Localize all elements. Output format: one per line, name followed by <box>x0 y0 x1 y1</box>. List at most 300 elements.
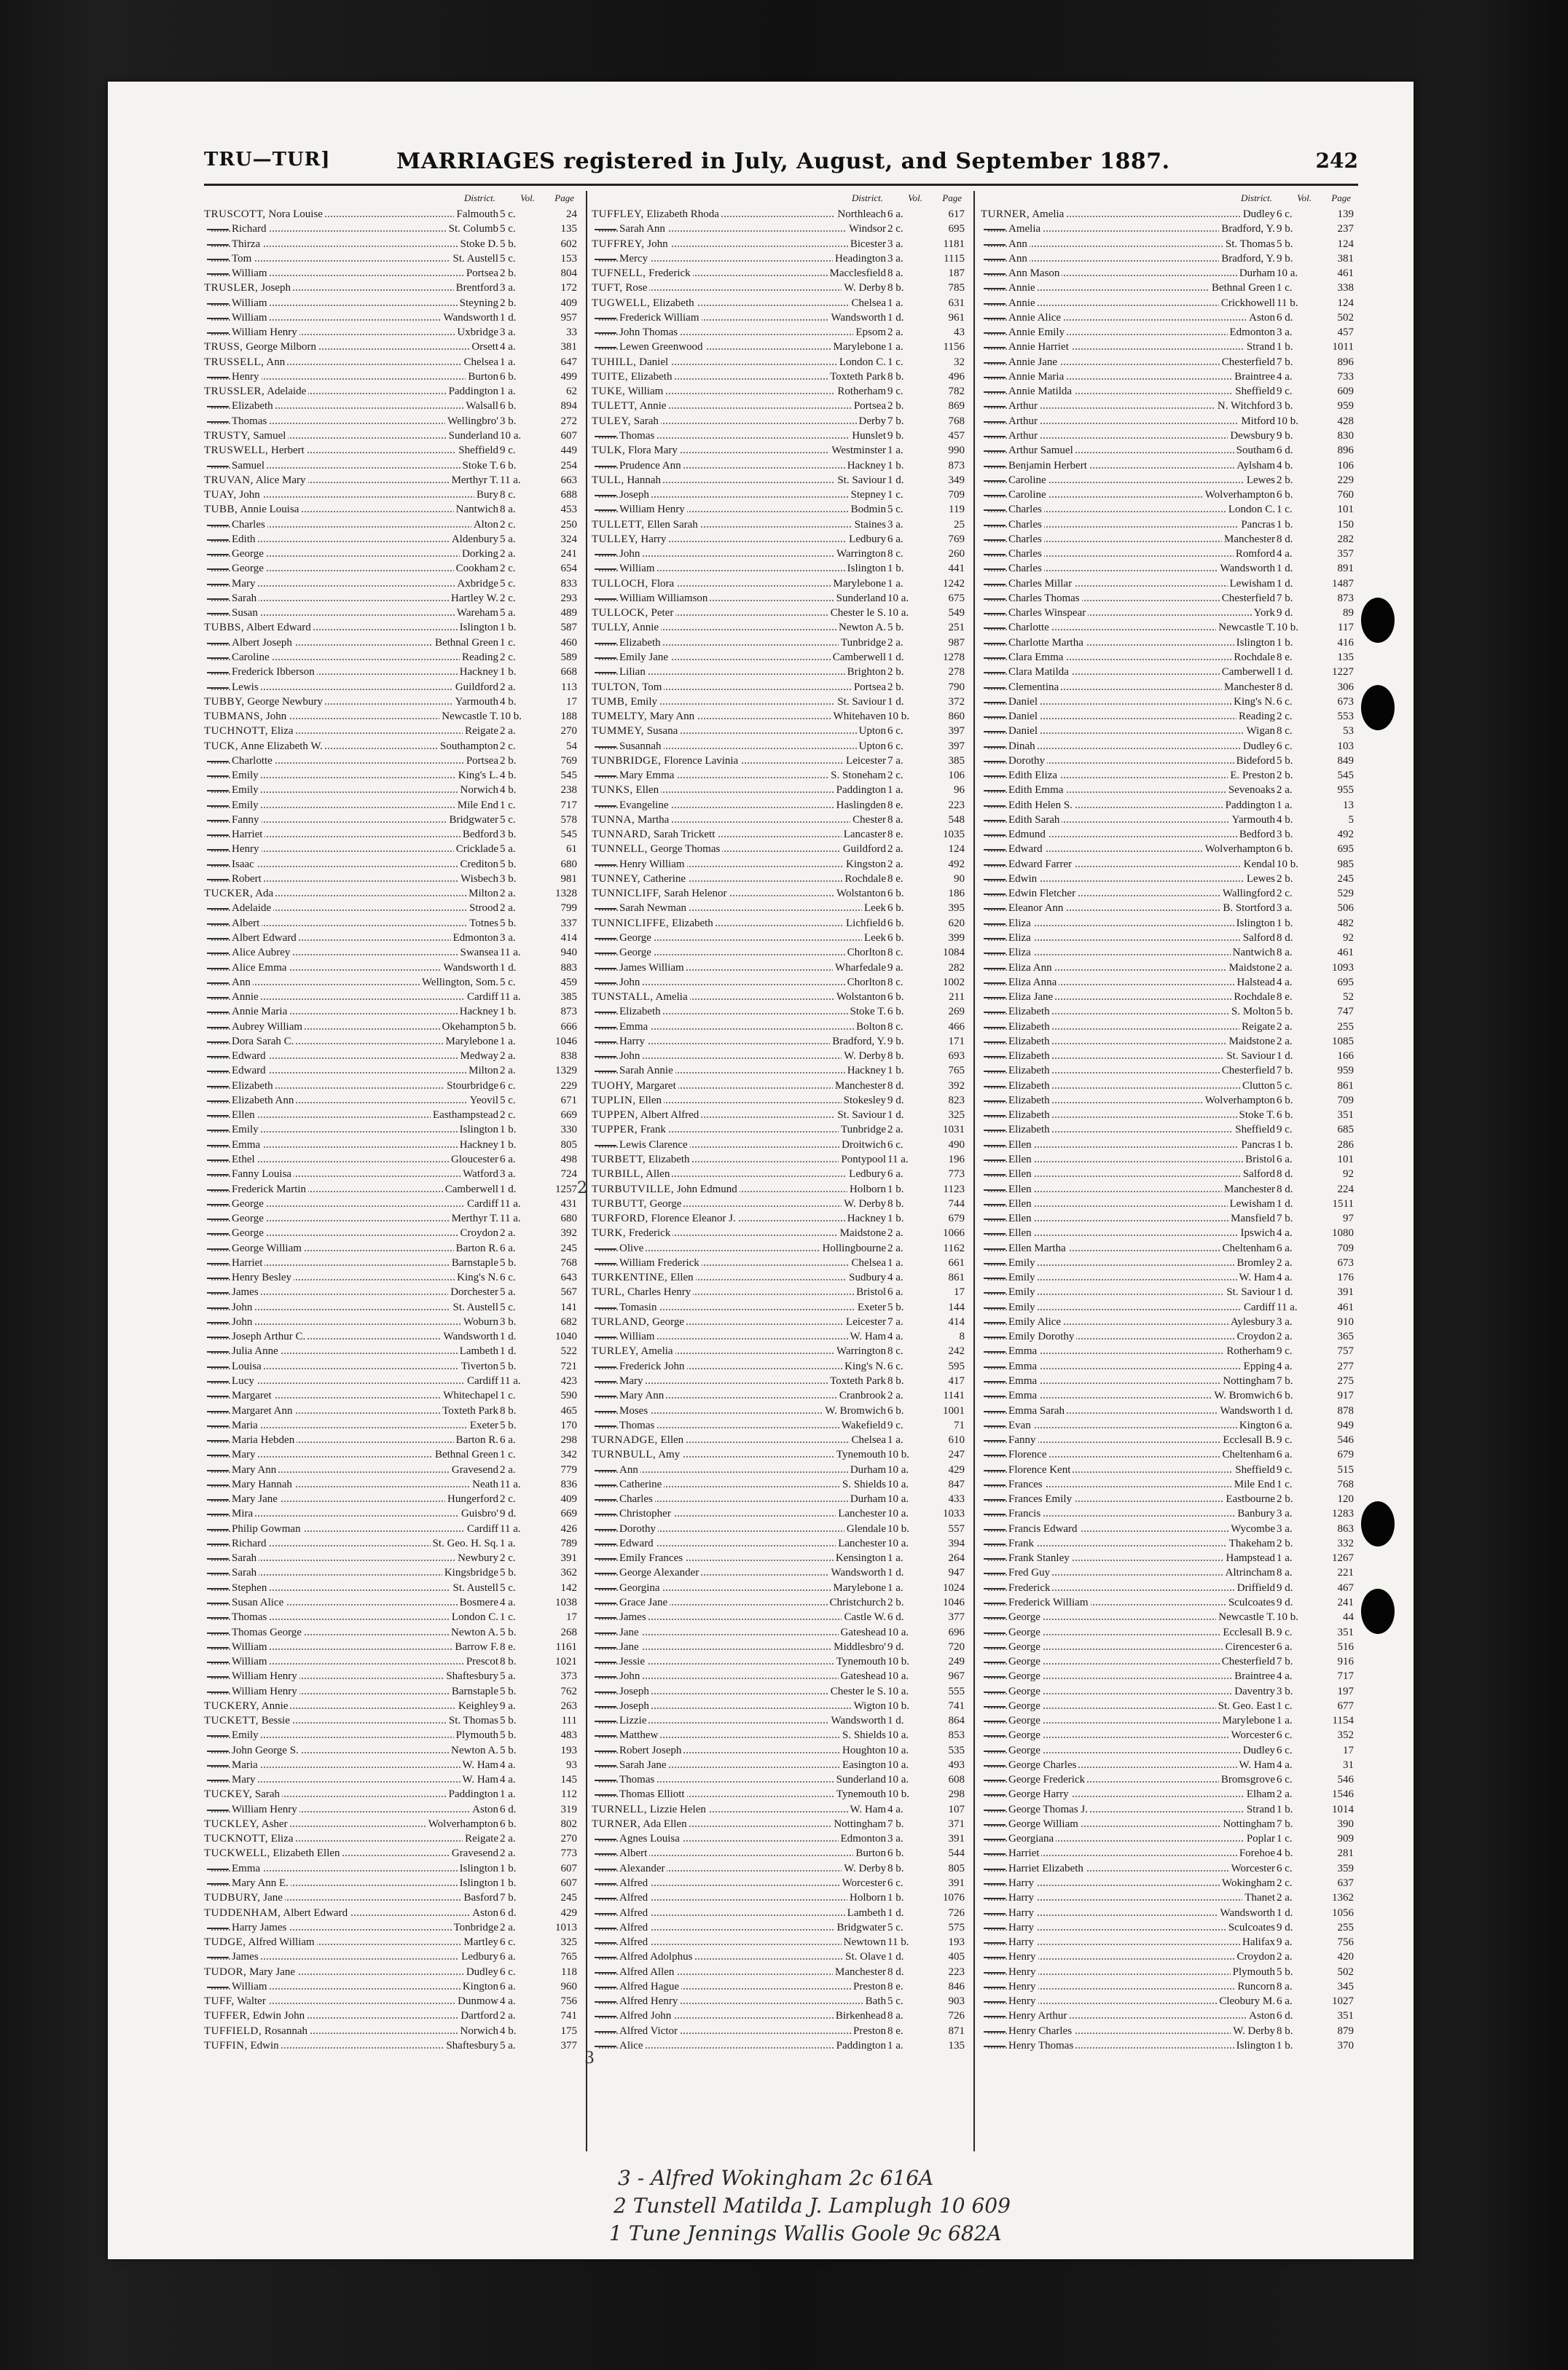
ditto-dash <box>207 1603 229 1604</box>
entry-volume: 10 a. <box>887 1774 909 1786</box>
entry-page: 423 <box>560 1374 577 1387</box>
forenames: Joseph Arthur C. <box>232 1331 306 1343</box>
entry-volume: 4 b. <box>500 2025 517 2037</box>
ditto-dash <box>984 1366 1006 1368</box>
entry-district: Southam <box>1234 443 1275 458</box>
entry-volume: 11 a. <box>500 1478 521 1490</box>
entry-name <box>619 1654 647 1669</box>
forenames: Samuel <box>253 429 286 442</box>
entry-name <box>592 990 690 1004</box>
entry-name <box>1008 1654 1043 1669</box>
entry-page: 878 <box>1337 1404 1354 1417</box>
index-entry <box>981 458 1357 473</box>
ditto-dash <box>207 1292 229 1294</box>
entry-name <box>592 1079 678 1093</box>
entry-volume: 10 a. <box>887 1759 909 1771</box>
ditto-dash <box>595 1588 616 1589</box>
entry-name <box>232 1581 269 1595</box>
entry-name <box>1008 1994 1038 2009</box>
entry-volume: 8 d. <box>1277 681 1293 693</box>
entry-volume: 11 a. <box>1277 1301 1298 1313</box>
entry-name <box>232 222 268 236</box>
entry-district: Bedford <box>460 827 498 842</box>
entry-volume: 1 d. <box>1277 1286 1293 1299</box>
entry-district: Bosmere <box>458 1595 498 1610</box>
forenames: James <box>232 1951 259 1963</box>
entry-page: 416 <box>1337 636 1354 649</box>
forenames: Elizabeth <box>232 1079 273 1092</box>
index-entry <box>204 1447 580 1462</box>
entry-volume: 8 b. <box>887 282 904 294</box>
index-entry <box>981 1758 1357 1772</box>
entry-district: Newbury <box>455 1551 498 1565</box>
index-entry <box>204 1787 580 1802</box>
entry-district: Stoke T. <box>848 1004 886 1019</box>
entry-page: 957 <box>560 311 577 324</box>
ditto-dash <box>984 997 1006 998</box>
forenames: Ann <box>232 976 251 988</box>
entry-volume: 2 c. <box>500 651 516 663</box>
index-entry <box>981 1906 1357 1920</box>
forenames: Caroline <box>1008 489 1046 501</box>
surname: TUKE, <box>592 386 626 398</box>
ditto-dash <box>595 643 616 644</box>
entry-volume: 9 c. <box>1277 1434 1293 1447</box>
entry-name <box>592 842 722 856</box>
entry-volume: 6 d. <box>1277 445 1293 457</box>
index-entry <box>204 399 580 413</box>
forenames: Francis <box>1008 1508 1041 1520</box>
entry-page: 124 <box>1337 238 1354 250</box>
entry-page: 869 <box>948 400 965 412</box>
entry-volume: 8 c. <box>887 947 903 959</box>
entry-district: Woburn <box>461 1315 498 1329</box>
ditto-dash <box>984 466 1006 467</box>
index-entry <box>204 310 580 325</box>
entry-name <box>1008 355 1059 369</box>
dot-leader <box>599 1471 886 1473</box>
entry-district: Orsett <box>469 340 498 354</box>
heading-page: Page <box>554 192 574 203</box>
entry-name <box>619 1625 641 1640</box>
entry-district: Tiverton <box>459 1359 498 1374</box>
entry-district: Dartford <box>458 2009 498 2023</box>
index-entry <box>204 1049 580 1063</box>
entry-volume: 6 a. <box>500 1242 516 1254</box>
ditto-dash <box>984 1765 1006 1767</box>
entry-name <box>619 1551 685 1565</box>
entry-volume: 9 a. <box>500 1700 516 1712</box>
ditto-dash <box>984 1721 1006 1722</box>
forenames: Frank <box>1008 1537 1034 1549</box>
index-entry <box>981 1831 1357 1846</box>
entry-page: 873 <box>560 1006 577 1018</box>
index-entry <box>204 1138 580 1152</box>
entry-district: Totnes <box>467 916 498 931</box>
entry-name <box>619 1846 649 1861</box>
entry-page: 5 <box>1348 813 1354 826</box>
entry-page: 744 <box>948 1197 965 1210</box>
entry-page: 1115 <box>944 252 965 265</box>
entry-district: S. Shields <box>840 1728 886 1743</box>
entry-volume: 6 b. <box>1277 843 1293 856</box>
entry-volume: 7 b. <box>1277 356 1293 368</box>
forenames: Joseph <box>619 1700 649 1712</box>
entry-volume: 4 a. <box>500 341 516 353</box>
ditto-dash <box>984 1898 1006 1899</box>
index-entry <box>204 561 580 576</box>
forenames: George Thomas J. <box>1008 1803 1089 1815</box>
surname: TURLEY, <box>592 1345 639 1358</box>
index-entry <box>204 1536 580 1551</box>
entry-district: Bradford, Y. <box>830 1034 886 1049</box>
entry-district: Kingston <box>844 857 886 872</box>
entry-page: 397 <box>948 725 965 738</box>
index-entry <box>592 1477 968 1492</box>
index-entry <box>592 1359 968 1374</box>
surname: TUDDENHAM, <box>204 1906 281 1919</box>
entry-volume: 3 b. <box>500 829 517 841</box>
entry-volume: 2 c. <box>1277 1877 1293 1890</box>
entry-name <box>619 1684 651 1699</box>
entry-page: 101 <box>1337 504 1354 516</box>
entry-name <box>232 1226 266 1240</box>
entry-name <box>1008 1979 1038 1994</box>
index-entry <box>981 517 1357 532</box>
entry-volume: 10 a. <box>887 592 909 604</box>
index-entry <box>981 1315 1357 1329</box>
index-entry <box>981 1640 1357 1654</box>
ditto-dash <box>984 1499 1006 1501</box>
entry-name <box>1008 961 1054 975</box>
index-entry <box>592 1654 968 1669</box>
ditto-dash <box>595 2031 616 2033</box>
entry-name <box>204 695 325 709</box>
entry-name <box>232 1152 257 1167</box>
entry-district: King's L. <box>456 768 498 783</box>
index-entry <box>592 1713 968 1728</box>
forenames: Catherine <box>619 1478 662 1490</box>
ditto-dash <box>595 259 616 260</box>
index-entry <box>981 1388 1357 1403</box>
entry-district: S. Stoneham <box>828 768 886 783</box>
entry-name <box>1008 266 1062 281</box>
entry-name <box>232 1270 294 1285</box>
entry-district: Reigate <box>463 724 498 738</box>
entry-page: 1011 <box>1332 341 1354 353</box>
forenames: William <box>232 267 267 280</box>
index-entry <box>981 237 1357 251</box>
entry-volume: 10 a. <box>887 1729 909 1742</box>
entry-district: Croydon <box>458 1226 499 1240</box>
entry-volume: 8 e. <box>1277 651 1293 663</box>
surname: TUPLIN, <box>592 1094 636 1106</box>
index-entry <box>204 1433 580 1447</box>
entry-volume: 6 c. <box>887 725 903 738</box>
forenames: Annie Louisa <box>240 504 299 516</box>
entry-name <box>1008 680 1061 695</box>
entry-volume: 11 a. <box>887 1154 909 1165</box>
entry-volume: 9 b. <box>887 1035 904 1047</box>
entry-volume: 3 a. <box>887 238 903 250</box>
entry-volume: 2 b. <box>500 267 517 280</box>
ditto-dash <box>595 1071 616 1072</box>
index-entry <box>204 1802 580 1817</box>
entry-district: Barnstaple <box>450 1684 498 1699</box>
entry-page: 873 <box>1337 592 1354 604</box>
ditto-dash <box>595 775 616 777</box>
entry-volume: 1 c. <box>887 356 903 368</box>
entry-volume: 2 a. <box>887 1124 903 1136</box>
entry-page: 955 <box>1337 784 1354 797</box>
entry-district: Tynemouth <box>834 1447 886 1462</box>
entry-volume: 9 d. <box>887 1094 904 1106</box>
entry-district: Dudley <box>1241 207 1275 222</box>
entry-volume: 5 b. <box>1277 754 1293 767</box>
entry-volume: 4 a. <box>500 1759 516 1771</box>
entry-volume: 2 a. <box>887 1390 903 1402</box>
entry-volume: 5 b. <box>500 858 517 870</box>
index-entry <box>981 901 1357 915</box>
entry-district: Wolverhampton <box>1203 842 1275 856</box>
entry-page: 270 <box>560 725 577 738</box>
entry-name <box>204 502 301 517</box>
entry-volume: 1 c. <box>1277 1700 1293 1712</box>
forenames: Emily <box>232 799 259 811</box>
entry-district: Burton <box>466 369 498 384</box>
index-entry <box>204 517 580 532</box>
entry-page: 1002 <box>943 976 965 988</box>
ditto-dash <box>984 1027 1006 1028</box>
entry-page: 1038 <box>555 1596 577 1608</box>
entry-name <box>204 1787 282 1802</box>
forenames: George <box>1008 1626 1040 1638</box>
entry-name <box>592 680 664 695</box>
index-entry <box>592 975 968 990</box>
entry-name <box>619 1743 683 1758</box>
entry-name <box>619 251 650 266</box>
forenames: George <box>232 548 264 560</box>
entry-district: Lanchester <box>836 1506 886 1521</box>
forenames: Georgina <box>619 1581 660 1594</box>
entry-volume: 1 b. <box>887 1183 904 1195</box>
index-entry <box>204 237 580 251</box>
entry-volume: 9 c. <box>1277 1345 1293 1358</box>
entry-page: 607 <box>560 1862 577 1874</box>
entry-volume: 7 b. <box>1277 592 1293 604</box>
index-entry <box>592 1625 968 1640</box>
entry-volume: 1 b. <box>500 622 517 634</box>
forenames: Alfred John <box>619 2010 672 2022</box>
entry-page: 853 <box>948 1729 965 1742</box>
forenames: Lizzie <box>619 1715 647 1727</box>
entry-volume: 2 a. <box>1277 1892 1293 1904</box>
entry-page: 1084 <box>943 947 965 959</box>
forenames: Charles <box>1008 533 1042 545</box>
entry-volume: 3 a. <box>1277 1522 1293 1535</box>
forenames: Alfred Victor <box>619 2025 678 2037</box>
entry-page: 696 <box>948 1626 965 1638</box>
ditto-dash <box>207 1440 229 1442</box>
index-entry <box>592 576 968 591</box>
entry-name <box>1008 2038 1075 2053</box>
ditto-dash <box>984 893 1006 895</box>
entry-volume: 8 e. <box>887 872 903 885</box>
entry-name <box>592 1344 675 1358</box>
entry-district: Lancaster <box>842 827 886 842</box>
entry-page: 1257 <box>555 1183 577 1195</box>
entry-page: 833 <box>560 577 577 590</box>
entry-page: 385 <box>948 754 965 767</box>
entry-volume: 6 a. <box>500 1980 516 1992</box>
entry-page: 549 <box>948 607 965 619</box>
forenames: Frederick Ibberson <box>232 666 315 678</box>
entry-page: 631 <box>948 297 965 309</box>
entry-name <box>619 1374 646 1388</box>
index-entry <box>981 1241 1357 1256</box>
forenames: Tomasin <box>619 1301 657 1313</box>
surname: TUMMEY, <box>592 725 644 738</box>
index-entry <box>592 1463 968 1477</box>
index-entry <box>204 443 580 458</box>
ditto-dash <box>595 805 616 807</box>
entry-name <box>1008 473 1048 488</box>
ditto-dash <box>595 1751 616 1752</box>
entry-page: 695 <box>1337 843 1354 856</box>
index-entry <box>204 1684 580 1699</box>
entry-volume: 6 d. <box>500 1803 517 1815</box>
entry-page: 188 <box>560 711 577 723</box>
ditto-dash <box>984 1056 1006 1057</box>
entry-volume: 5 c. <box>500 813 516 826</box>
entry-page: 669 <box>560 1109 577 1122</box>
entry-volume: 9 a. <box>1277 1936 1293 1949</box>
entry-name <box>1008 1713 1043 1728</box>
forenames: Emily Dorothy <box>1008 1331 1075 1343</box>
entry-name <box>1008 1876 1036 1890</box>
index-entry <box>592 650 968 665</box>
forenames: Frederick <box>1008 1581 1051 1594</box>
entry-volume: 5 b. <box>500 1567 517 1579</box>
index-entry <box>981 1684 1357 1699</box>
entry-district: Rochdale <box>1231 650 1275 665</box>
entry-name <box>1008 1256 1038 1270</box>
entry-name <box>619 1979 681 1994</box>
index-entry <box>592 1920 968 1935</box>
entry-volume: 8 a. <box>500 504 516 516</box>
entry-page: 1013 <box>555 1921 577 1933</box>
forenames: Edward Farrer <box>1008 858 1073 870</box>
ditto-dash <box>595 1337 616 1338</box>
entry-district: Wandsworth <box>829 1713 886 1728</box>
ditto-dash <box>207 1810 229 1811</box>
entry-district: W. Ham <box>460 1772 498 1787</box>
entry-page: 359 <box>1337 1862 1354 1874</box>
forenames: Harry <box>1008 1906 1034 1919</box>
entry-volume: 8 d. <box>887 1079 904 1092</box>
forenames: Henry Charles <box>1008 2025 1073 2037</box>
entry-district: Aston <box>470 1802 498 1817</box>
index-entry <box>981 1846 1357 1861</box>
forenames: Elizabeth <box>1008 1094 1050 1106</box>
entry-district: Swansea <box>458 945 499 960</box>
entry-district: St. Saviour <box>835 695 886 709</box>
index-entry <box>981 886 1357 901</box>
index-entry <box>981 576 1357 591</box>
entry-district: Wolverhampton <box>1203 488 1275 502</box>
index-entry <box>204 931 580 945</box>
entry-district: Dorchester <box>448 1285 498 1299</box>
forenames: Catherine <box>643 872 686 885</box>
entry-name <box>204 1817 290 1831</box>
entry-district: York <box>1252 606 1275 620</box>
forenames: Ethel <box>232 1154 255 1165</box>
ditto-dash <box>207 864 229 866</box>
ditto-dash <box>207 1558 229 1560</box>
entry-volume: 1 a. <box>887 2039 903 2052</box>
entry-district: Poplar <box>1244 1831 1275 1846</box>
entry-name <box>232 1122 261 1137</box>
entry-volume: 8 c. <box>500 489 516 501</box>
punch-hole <box>1361 1501 1395 1546</box>
forenames: Susan Alice <box>232 1596 284 1608</box>
index-entry <box>204 1994 580 2009</box>
entry-page: 830 <box>1337 429 1354 442</box>
entry-district: Islington <box>458 1876 498 1890</box>
entry-name <box>592 281 649 295</box>
entry-volume: 2 a. <box>887 1227 903 1240</box>
entry-name <box>1008 1241 1068 1256</box>
entry-name <box>1008 2009 1069 2023</box>
entry-name <box>1008 1404 1067 1418</box>
entry-volume: 2 a. <box>500 902 516 915</box>
entry-name <box>619 1034 647 1049</box>
forenames: Allen <box>646 1168 670 1181</box>
ditto-dash <box>207 1411 229 1412</box>
entry-volume: 1 c. <box>1277 504 1293 516</box>
entry-district: Gateshead <box>839 1669 886 1683</box>
forenames: Philip Gowman <box>232 1522 301 1535</box>
index-entry <box>592 1787 968 1802</box>
entry-page: 31 <box>1343 1759 1354 1771</box>
forenames: Henry William <box>619 858 685 870</box>
entry-district: Bradford, Y. <box>1219 251 1275 266</box>
index-entry <box>592 1610 968 1624</box>
ditto-dash <box>207 1366 229 1368</box>
entry-district: Camberwell <box>831 650 886 665</box>
forenames: Elizabeth <box>672 917 713 929</box>
index-entry <box>981 665 1357 679</box>
entry-volume: 1 d. <box>500 1331 517 1343</box>
entry-district: E. Preston <box>1228 768 1275 783</box>
entry-volume: 9 c. <box>1277 1463 1293 1476</box>
entry-district: Tonbridge <box>452 1920 498 1935</box>
forenames: Charles <box>232 518 265 531</box>
entry-page: 370 <box>1337 2039 1354 2052</box>
index-entry <box>204 1152 580 1167</box>
entry-district: Cleobury M. <box>1217 1994 1275 2009</box>
entry-page: 247 <box>948 1449 965 1461</box>
forenames: Ellen Sarah <box>647 518 698 531</box>
ditto-dash <box>207 1573 229 1574</box>
entry-page: 756 <box>1337 1936 1354 1949</box>
index-entry <box>204 709 580 724</box>
entry-volume: 2 a. <box>500 725 516 738</box>
forenames: Margaret <box>636 1079 676 1092</box>
entry-volume: 4 b. <box>1277 1847 1293 1860</box>
index-entry <box>204 251 580 266</box>
entry-page: 709 <box>1337 1242 1354 1254</box>
